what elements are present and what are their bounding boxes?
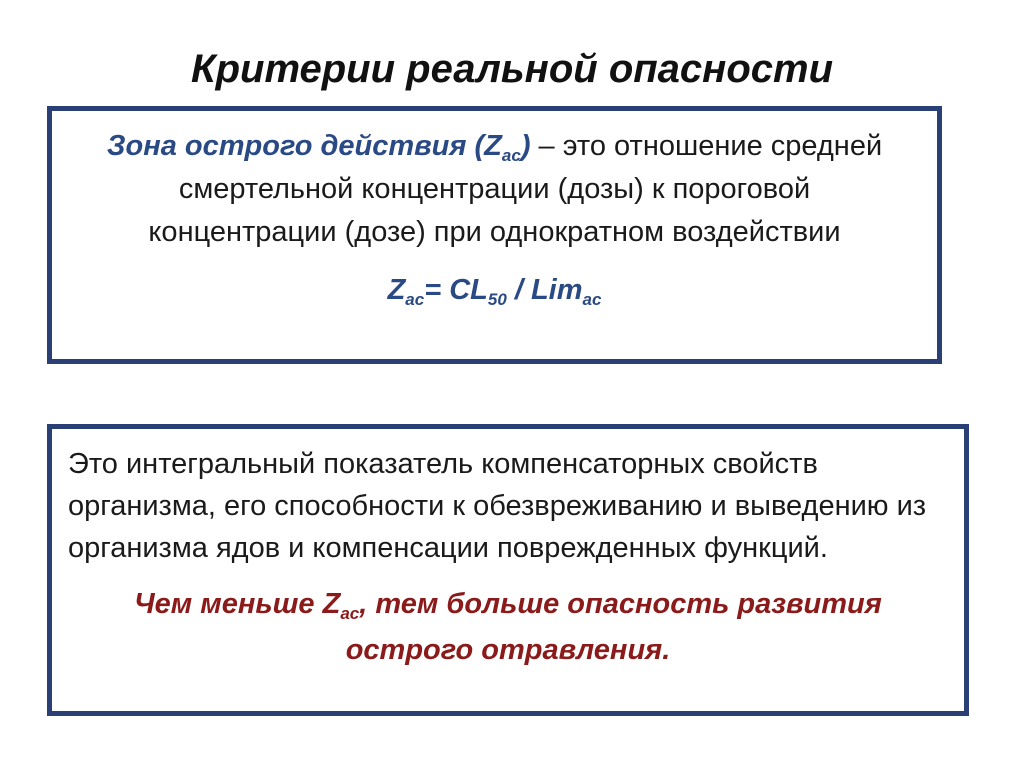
definition-line1: – это отношение — [530, 130, 763, 162]
conclusion-text — [68, 581, 948, 673]
conclusion-part1: Чем меньше Z — [134, 588, 341, 620]
formula-rhs-sub: ac — [582, 290, 602, 309]
term-subscript: ac — [501, 146, 521, 165]
conclusion-subscript: ac — [340, 604, 360, 623]
term-close: ) — [520, 130, 531, 162]
formula-div: / Lim — [506, 274, 583, 306]
formula-mid-sub: 50 — [487, 290, 507, 309]
definition-term — [106, 130, 531, 165]
explanation-text: Это интегральный показатель компенсаторных свойств организма, его способности к обезвреживанию и выведению из организма ядов и компенсации поврежденных функций. — [68, 448, 927, 564]
formula-eq: = CL — [424, 274, 488, 306]
definition-rest: средней смертельной концентрации (дозы) к пороговой концентрации (дозе) при однократном воздействии — [148, 130, 883, 248]
term-text: Зона острого действия (Z — [106, 130, 502, 162]
conclusion-part2: , тем больше опасность развития острого отравления. — [345, 588, 882, 666]
slide-title: Критерии реальной опасности — [190, 47, 834, 91]
definition-text — [92, 125, 897, 254]
formula-lhs: Z — [387, 274, 406, 306]
definition-box — [47, 106, 942, 364]
explanation-box — [47, 424, 969, 716]
formula — [52, 270, 937, 310]
formula-lhs-sub: ac — [405, 290, 425, 309]
